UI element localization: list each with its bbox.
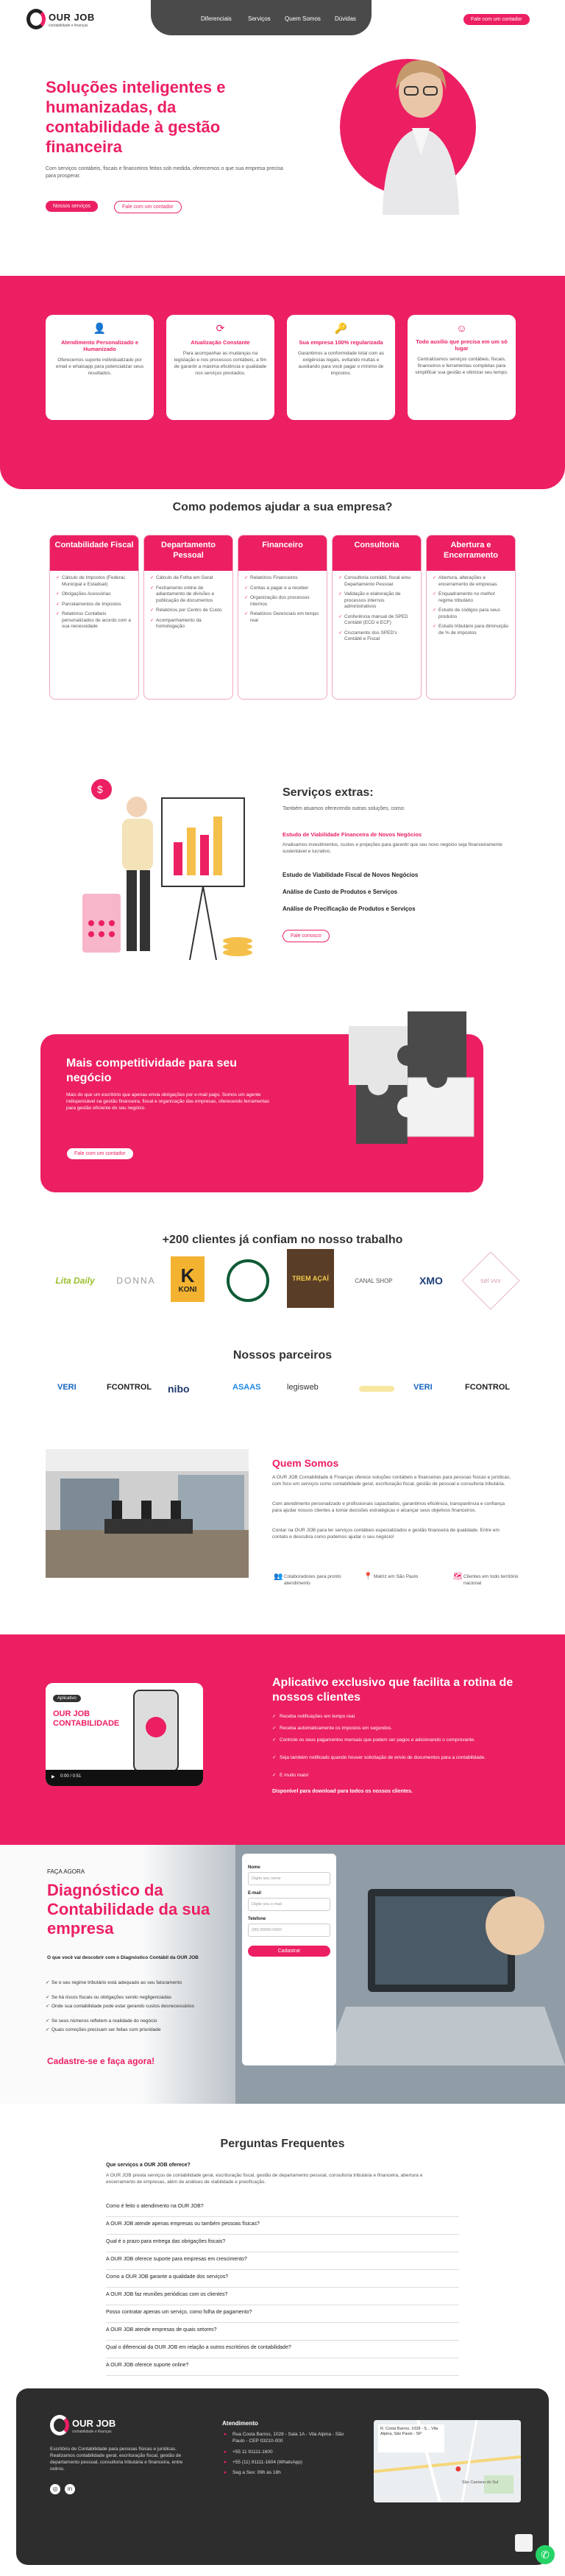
app-title: Aplicativo exclusivo que facilita a rotina de nossos clientes: [272, 1676, 514, 1704]
whatsapp-icon: ●: [224, 2460, 227, 2465]
service-item: ✓ Cálculo da Folha em Geral: [150, 575, 227, 582]
finance-illustration: [79, 776, 256, 964]
email-input[interactable]: Digite seu e-mail: [248, 1898, 330, 1911]
partner-logo: VERI: [413, 1383, 433, 1392]
service-item: ✓ Validação e elaboração de processos internos administrativos: [338, 591, 415, 611]
client-logo: DONNA: [116, 1275, 156, 1286]
nav-item-diferenciais[interactable]: Diferenciais: [201, 15, 232, 22]
competitiveness-cta-button[interactable]: Fale com um contador: [66, 1148, 134, 1160]
service-card-title: Financeiro: [238, 536, 327, 571]
phone-icon: ●: [224, 2449, 227, 2455]
client-logo: Lita Daily: [55, 1275, 95, 1286]
competitiveness-title: Mais competitividade para seu negócio: [66, 1057, 238, 1084]
diagnostic-form: [242, 1854, 336, 2066]
service-item: ✓ Estudo tributário para diminuição de % de impostos: [433, 624, 509, 636]
diagnostic-item: ✓ Se há riscos fiscais ou obrigações sendo negligenciadas: [51, 1995, 228, 2002]
key-icon: 🔑: [334, 322, 348, 334]
app-video-player[interactable]: [46, 1683, 203, 1786]
nav-item-duvidas[interactable]: Dúvidas: [335, 15, 356, 22]
feature-card: [166, 315, 274, 420]
brand-logo[interactable]: [26, 9, 100, 31]
puzzle-illustration: [334, 997, 488, 1151]
client-logo-diamond: [461, 1251, 519, 1309]
client-logo: [171, 1256, 205, 1302]
map-address-card: R. Costa Barros, 1028 - S... Vila Alpina, São Paulo - SP: [378, 2424, 444, 2452]
partners-title: Nossos parceiros: [232, 1349, 333, 1362]
extras-highlight: Estudo de Viabilidade Financeira de Novos Negócios: [282, 831, 422, 838]
service-card-title: Consultoria: [333, 536, 421, 571]
service-card: [426, 535, 516, 700]
client-logo: CANAL SHOP: [355, 1277, 393, 1284]
diagnostic-item: ✓ Quais correções precisam ser feitas com prioridade: [51, 2027, 228, 2034]
contact-address: [224, 2432, 350, 2444]
diagnostic-cta: Cadastre-se e faça agora!: [47, 2056, 155, 2066]
faq-question[interactable]: Como é feito o atendimento na OUR JOB?: [106, 2201, 459, 2217]
app-feature: ✓ E muito mais!: [280, 1773, 500, 1779]
hero-woman-photo: [368, 46, 471, 215]
contact-whatsapp[interactable]: [224, 2460, 350, 2466]
video-time: 0:00 / 0:51: [60, 1774, 82, 1779]
service-item: ✓ Parcelamentos de Impostos: [56, 602, 132, 608]
partner-logo: legisweb: [287, 1383, 319, 1392]
competitiveness-text: Mais do que um escritório que apenas envia obrigações por e-mail pago. Somos um agente indispensável na gestão financeira, fiscal e organização das empresas, oferecendo ferramentas para gestão eficiente do seu negócio.: [66, 1092, 270, 1111]
service-item: ✓ Relatórios Contábeis personalizados de acordo com a sua necessidade: [56, 611, 132, 630]
feature-text: Oferecemos suporte individualizado por email e whatsapp para potencializar seus resultados.: [55, 357, 144, 376]
office-photo: [46, 1449, 249, 1578]
contact-address-text: Rua Costa Barros, 1028 - Sala 1A - Vila Alpina - São Paulo - CEP 03210-000: [232, 2432, 344, 2444]
logo-text: OUR JOB: [49, 12, 95, 23]
service-card: [143, 535, 233, 700]
map-place-label: São Caetano do Sul: [462, 2480, 499, 2485]
map-pin-icon: ●: [455, 2463, 462, 2475]
app-feature: ✓ Controle os seus pagamentos mensais que podem ser pagos e adicionando o comprovante.: [280, 1737, 500, 1744]
service-card: [238, 535, 327, 700]
nav-item-servicos[interactable]: Serviços: [248, 15, 271, 22]
logo-mark-icon: [50, 2415, 69, 2436]
contact-phone-text: +55 11 91111-1600: [232, 2449, 273, 2455]
header: [0, 0, 565, 40]
team-icon: 👥: [274, 1573, 283, 1581]
feature-text: Centralizamos serviços contábeis, fiscais, financeiros e ferramentas completas para simplificar sua gestão e otimizar seu tempo.: [415, 357, 508, 375]
services-button[interactable]: Nossos serviços: [46, 201, 98, 212]
services-title: Como podemos ajudar a sua empresa?: [172, 501, 393, 513]
extras-highlight-text: Analisamos investimentos, custos e projeções para garantir que seu novo negócio seja financeiramente sustentável e lucrativo.: [282, 842, 502, 854]
faq-question[interactable]: Qual é o prazo para entrega das obrigações fiscais?: [106, 2236, 459, 2252]
name-input[interactable]: Digite seu nome: [248, 1872, 330, 1885]
client-logo: XMO: [419, 1275, 443, 1287]
diagnostic-title: Diagnóstico da Contabilidade da sua empresa: [47, 1881, 210, 1938]
about-title: Quem Somos: [272, 1457, 339, 1469]
service-item: ✓ Cruzamento dos SPED's Contábil e Fiscal: [338, 630, 415, 643]
about-paragraph: A OUR JOB Contabilidade & Finanças oferece soluções contábeis e financeiras para pessoas físicas e jurídicas, com foco em serviços como contabilidade geral, escrituração fiscal, gestão de pessoal e consultoria tributária.: [272, 1475, 511, 1487]
service-item: ✓ Enquadramento no melhor regime tributário: [433, 591, 509, 604]
app-feature: ✓ Receba automaticamente os impostos em segundos.: [280, 1726, 500, 1732]
name-label: Nome: [248, 1865, 260, 1870]
service-item: ✓ Fechamento online de adiantamento de divisões e publicação de documentos: [150, 586, 227, 605]
email-label: E-mail: [248, 1891, 262, 1896]
about-feature: [363, 1573, 433, 1581]
map-icon: 🗺: [453, 1573, 463, 1581]
diagnostic-item: ✓ Se o seu regime tributário está adequado ao seu faturamento: [51, 1980, 228, 1987]
instagram-icon[interactable]: ◎: [50, 2484, 60, 2494]
partner-logo: VERI: [57, 1383, 77, 1392]
contact-whatsapp-text: +55 (11) 91111-1604 (WhatsApp): [232, 2460, 303, 2465]
service-item: ✓ Organização dos processos internos: [244, 595, 321, 608]
logo-mark-icon: [26, 9, 46, 29]
partner-logo: [359, 1386, 394, 1392]
header-cta-button[interactable]: Fale com um contador: [463, 14, 530, 25]
footer-description: Escritório de Contabilidade para pessoas físicas e jurídicas. Realizamos contabilidade geral, escrituração fiscal, gestão de departamento pessoal, consultoria tributária e financeira, entre outros.: [50, 2447, 183, 2472]
faq-question[interactable]: Posso contratar apenas um serviço, como folha de pagamento?: [106, 2307, 459, 2323]
app-feature: ✓ Seja também notificado quando houver solicitação de envio de documentos para a contabilidade.: [280, 1755, 500, 1762]
service-item: ✓ Consultoria contábil, fiscal e/ou Departamento Pessoal: [338, 575, 415, 588]
partner-logo: nibo: [168, 1383, 190, 1395]
location-icon: 📍: [363, 1573, 373, 1581]
service-item: ✓ Obrigações Acessórias: [56, 591, 132, 598]
phone-label: Telefone: [248, 1917, 266, 1921]
feature-card: [46, 315, 154, 420]
service-item: ✓ Abertura, alterações e encerramento de empresas: [433, 575, 509, 588]
faq-question[interactable]: A OUR JOB oferece suporte online?: [106, 2360, 459, 2376]
client-logo: TREM AÇAÍ: [287, 1249, 334, 1308]
contact-hours: [224, 2470, 350, 2477]
app-availability-note: Disponível para download para todos os nossos clientes.: [272, 1789, 413, 1794]
about-feature: [453, 1573, 522, 1587]
feature-title: Todo auxílio que precisa em um só lugar: [416, 338, 508, 352]
main-nav: [151, 0, 372, 35]
client-logo: [224, 1259, 271, 1302]
service-item: ✓ Contas a pagar e a receber: [244, 586, 321, 592]
about-paragraph: Contar na OUR JOB para ter serviços contábeis especializados e gestão financeira de qualidade. Entre em contato e descubra como podemos ajudar o seu negócio!: [272, 1528, 500, 1540]
location-map[interactable]: [374, 2420, 521, 2502]
service-card-title: Abertura e Encerramento: [427, 536, 515, 571]
talk-accountant-button[interactable]: Fale com um contador: [114, 201, 182, 213]
faq-answer: A OUR JOB presta serviços de contabilidade geral, escrituração fiscal, gestão de departamento pessoal, consultoria tributária e financeira, abertura e encerramento de empresas, além de análises de viabilidade e precificação.: [106, 2173, 423, 2185]
about-feature-text: Matriz em São Paulo: [374, 1574, 419, 1579]
feature-title: Atendimento Personalizado e Humanizado: [60, 339, 139, 352]
app-video-title: OUR JOB CONTABILIDADE: [53, 1709, 120, 1728]
feature-text: Para acompanhar as mudanças na legislação e nos processos contábeis, a fim de garantir a máxima eficiência e qualidade nos serviços prestados.: [174, 351, 267, 376]
submit-button[interactable]: Cadastrar: [248, 1946, 330, 1957]
phone-input[interactable]: (00) 00000-0000: [248, 1924, 330, 1937]
recaptcha-badge: [515, 2534, 533, 2552]
hero-title: Soluções inteligentes e humanizadas, da contabilidade à gestão financeira: [46, 78, 226, 156]
whatsapp-float-button[interactable]: ✆: [536, 2545, 555, 2564]
faq-title: Perguntas Frequentes: [220, 2138, 345, 2150]
faq-question[interactable]: A OUR JOB atende empresas de quais setores?: [106, 2324, 459, 2341]
feature-title: Atualização Constante: [191, 339, 250, 346]
clients-title: +200 clientes já confiam no nosso trabalho: [162, 1234, 403, 1246]
contact-hours-text: Seg a Sex: 09h às 18h: [232, 2470, 281, 2475]
nav-item-quem-somos[interactable]: Quem Somos: [285, 15, 321, 22]
contact-title: Atendimento: [222, 2420, 258, 2427]
app-video-label: Aplicativo: [53, 1695, 81, 1702]
extras-item: Análise de Precificação de Produtos e Serviços: [282, 905, 416, 912]
footer-logo-text: OUR JOB: [72, 2418, 116, 2429]
feature-card: [287, 315, 395, 420]
linkedin-icon[interactable]: in: [65, 2484, 75, 2494]
hero-subtitle: Com serviços contábeis, fiscais e financeiros feitos sob medida, oferecemos o que sua empresa precisa para prosperar.: [46, 166, 283, 179]
about-feature-text: Clientes em todo território nacional: [463, 1574, 519, 1586]
partner-logo: FCONTROL: [107, 1383, 152, 1392]
feature-card: [408, 315, 516, 420]
faq-question[interactable]: A OUR JOB atende apenas empresas ou também pessoas físicas?: [106, 2219, 459, 2235]
faq-question[interactable]: A OUR JOB faz reuniões periódicas com os clientes?: [106, 2289, 459, 2305]
service-card: [332, 535, 422, 700]
extras-title: Serviços extras:: [282, 786, 374, 799]
client-logo-text: sel vvv: [480, 1276, 501, 1284]
svg-text:$: $: [97, 783, 103, 795]
play-icon[interactable]: ▶: [51, 1775, 55, 1779]
service-item: ✓ Relatórios Gerenciais em tempo real: [244, 611, 321, 624]
faq-question[interactable]: Qual o diferencial da OUR JOB em relação a outros escritórios de contabilidade?: [106, 2342, 459, 2358]
client-logo-mark: K: [180, 1264, 195, 1287]
diagnostic-tag: FAÇA AGORA: [47, 1868, 85, 1875]
contact-phone[interactable]: [224, 2449, 350, 2456]
service-item: ✓ Acompanhamento da homologação: [150, 618, 227, 630]
extras-subtitle: Também atuamos oferecendo outras soluções, como:: [282, 806, 405, 811]
app-feature: ✓ Receba notificações em tempo real.: [280, 1714, 500, 1721]
client-logo: [465, 1259, 516, 1302]
faq-question[interactable]: A OUR JOB oferece suporte para empresas em crescimento?: [106, 2254, 459, 2270]
about-paragraph: Com atendimento personalizado e profissionais capacitados, garantimos eficiência, transparência e confiança para ajudar nossos clientes a tomar decisões estratégicas e alcançar seus objetivos financeiros.: [272, 1501, 505, 1513]
partner-logo: FCONTROL: [465, 1383, 511, 1392]
contact-us-button[interactable]: Fale conosco: [282, 930, 330, 942]
extras-item: Estudo de Viabilidade Fiscal de Novos Negócios: [282, 872, 419, 878]
person-icon: 👤: [93, 322, 107, 334]
refresh-icon: ⟳: [216, 322, 225, 334]
footer-logo-tagline: contabilidade e finanças: [72, 2430, 112, 2434]
partner-logo: ASAAS: [232, 1383, 261, 1392]
client-logo-text: KONI: [178, 1285, 197, 1294]
footer-logo[interactable]: [50, 2415, 131, 2437]
location-icon: ●: [224, 2432, 227, 2437]
service-item: ✓ Relatórios por Centro de Custo: [150, 608, 227, 614]
service-item: ✓ Cálculo de Impostos (Federal, Municipal e Estadual): [56, 575, 132, 588]
faq-question-open[interactable]: Que serviços a OUR JOB oferece?: [106, 2163, 191, 2168]
service-item: ✓ Relatórios Financeiros: [244, 575, 321, 582]
service-card: [49, 535, 139, 700]
service-card-title: Departamento Pessoal: [144, 536, 232, 571]
diagnostic-question: O que você vai descobrir com o Diagnóstico Contábil da OUR JOB: [47, 1955, 199, 1960]
logo-tagline: contabilidade e finanças: [49, 24, 88, 28]
service-item: ✓ Estudo de códigos para seus produtos: [433, 608, 509, 620]
feature-title: Sua empresa 100% regularizada: [299, 339, 383, 346]
faq-question[interactable]: Como a OUR JOB garante a qualidade dos serviços?: [106, 2271, 459, 2288]
clock-icon: ●: [224, 2470, 227, 2475]
about-feature: [274, 1573, 343, 1587]
extras-item: Análise de Custo de Produtos e Serviços: [282, 889, 398, 895]
about-feature-text: Colaboradores para pronto atendimento: [284, 1574, 341, 1586]
service-card-title: Contabilidade Fiscal: [50, 536, 138, 571]
feature-text: Garantimos a conformidade total com as exigências legais, evitando multas e auxiliando para você pagar o mínimo de impostos.: [297, 351, 385, 376]
service-item: ✓ Conferência manual de SPED Contábil (ECD e ECF): [338, 614, 415, 627]
client-logo-circle: [227, 1259, 269, 1302]
diagnostic-item: ✓ Onde sua contabilidade pode estar gerando custos desnecessários: [51, 2004, 228, 2010]
smile-icon: ☺: [456, 322, 467, 334]
diagnostic-item: ✓ Se seus números refletem a realidade do negócio: [51, 2018, 228, 2025]
